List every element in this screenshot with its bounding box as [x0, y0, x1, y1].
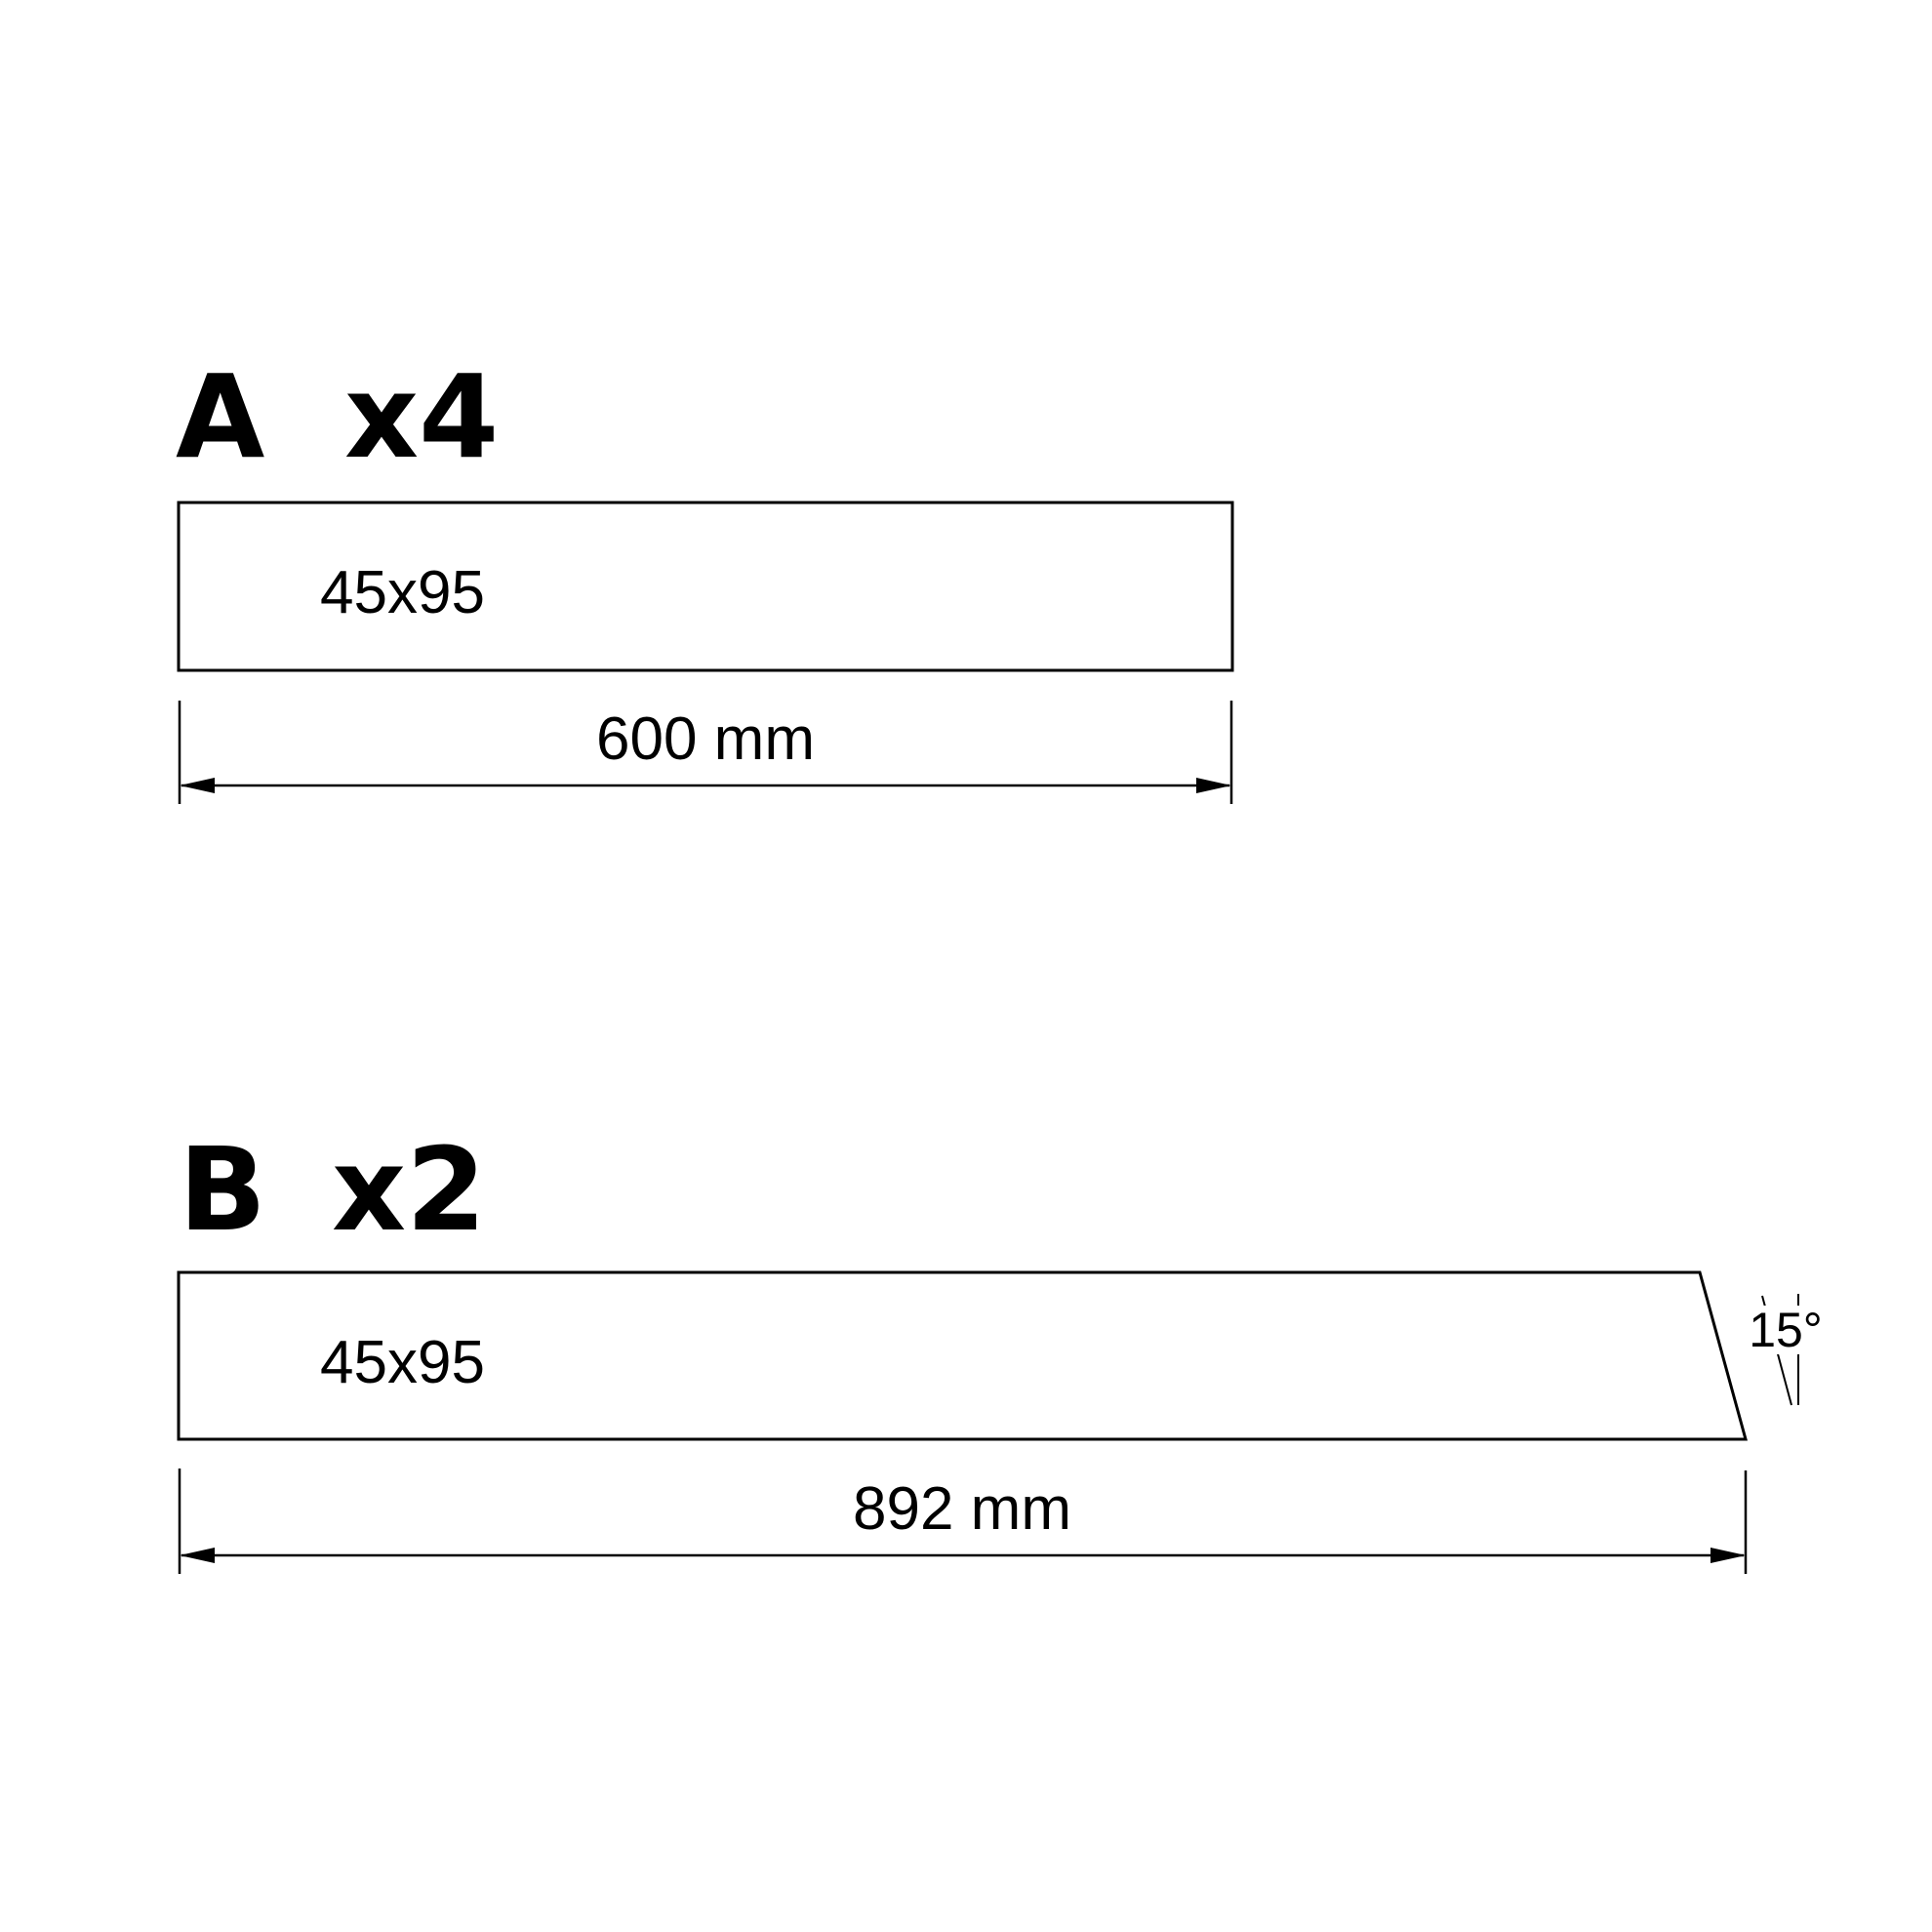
part-b-letter: B — [179, 1122, 266, 1257]
part-a-count: x4 — [344, 349, 500, 484]
part-b-arrow-right-icon — [1711, 1548, 1746, 1563]
part-b-bevel-angle-label: 15° — [1749, 1303, 1823, 1357]
part-a-arrow-left-icon — [180, 778, 215, 793]
part-a-cross-section-label: 45x95 — [320, 559, 485, 626]
part-b-cross-section-label: 45x95 — [320, 1329, 485, 1396]
part-b-arrow-left-icon — [180, 1548, 215, 1563]
part-b-count: x2 — [332, 1122, 487, 1257]
part-a-arrow-right-icon — [1196, 778, 1231, 793]
part-b-group — [179, 1122, 1823, 1574]
part-a-letter: A — [176, 349, 265, 484]
part-b-length-label: 892 mm — [853, 1475, 1071, 1543]
part-a-length-label: 600 mm — [596, 705, 815, 773]
part-a-group — [176, 349, 1232, 804]
